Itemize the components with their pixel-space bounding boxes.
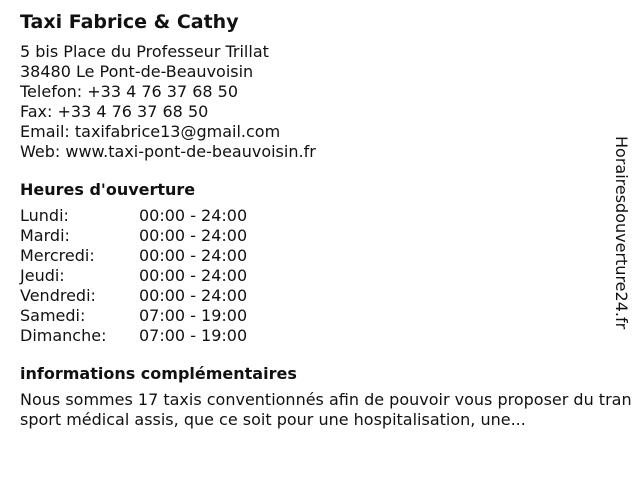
fax-number: Fax: +33 4 76 37 68 50 [20, 102, 209, 121]
hours-day: Jeudi: [20, 266, 65, 285]
email-link[interactable]: Email: taxifabrice13@gmail.com [20, 122, 281, 141]
hours-time: 07:00 - 19:00 [139, 326, 248, 345]
address-line-1: 5 bis Place du Professeur Trillat [20, 42, 269, 61]
hours-time: 00:00 - 24:00 [139, 226, 248, 245]
opening-hours-table [20, 206, 620, 346]
hours-time: 07:00 - 19:00 [139, 306, 248, 325]
hours-row-sunday [20, 326, 620, 346]
site-watermark: Horairesdouverture24.fr [612, 136, 631, 330]
address-line-2: 38480 Le Pont-de-Beauvoisin [20, 62, 254, 81]
hours-day: Samedi: [20, 306, 86, 325]
hours-day: Mercredi: [20, 246, 95, 265]
hours-row-tuesday [20, 226, 620, 246]
additional-info-text: Nous sommes 17 taxis conventionnés afin de pouvoir vous proposer du transport médical assis, que ce soit pour une hospitalisation, une... [20, 390, 632, 429]
hours-time: 00:00 - 24:00 [139, 286, 248, 305]
hours-row-saturday [20, 306, 620, 326]
additional-info-heading: informations complémentaires [20, 364, 297, 383]
hours-row-monday [20, 206, 620, 226]
hours-time: 00:00 - 24:00 [139, 206, 248, 225]
hours-time: 00:00 - 24:00 [139, 246, 248, 265]
business-name: Taxi Fabrice & Cathy [20, 11, 239, 33]
hours-row-wednesday [20, 246, 620, 266]
phone-number[interactable]: Telefon: +33 4 76 37 68 50 [20, 82, 239, 101]
website-link[interactable]: Web: www.taxi-pont-de-beauvoisin.fr [20, 142, 316, 161]
hours-day: Dimanche: [20, 326, 107, 345]
hours-day: Mardi: [20, 226, 70, 245]
hours-day: Vendredi: [20, 286, 96, 305]
hours-row-friday [20, 286, 620, 306]
hours-day: Lundi: [20, 206, 69, 225]
hours-row-thursday [20, 266, 620, 286]
opening-hours-heading: Heures d'ouverture [20, 180, 196, 199]
hours-time: 00:00 - 24:00 [139, 266, 248, 285]
